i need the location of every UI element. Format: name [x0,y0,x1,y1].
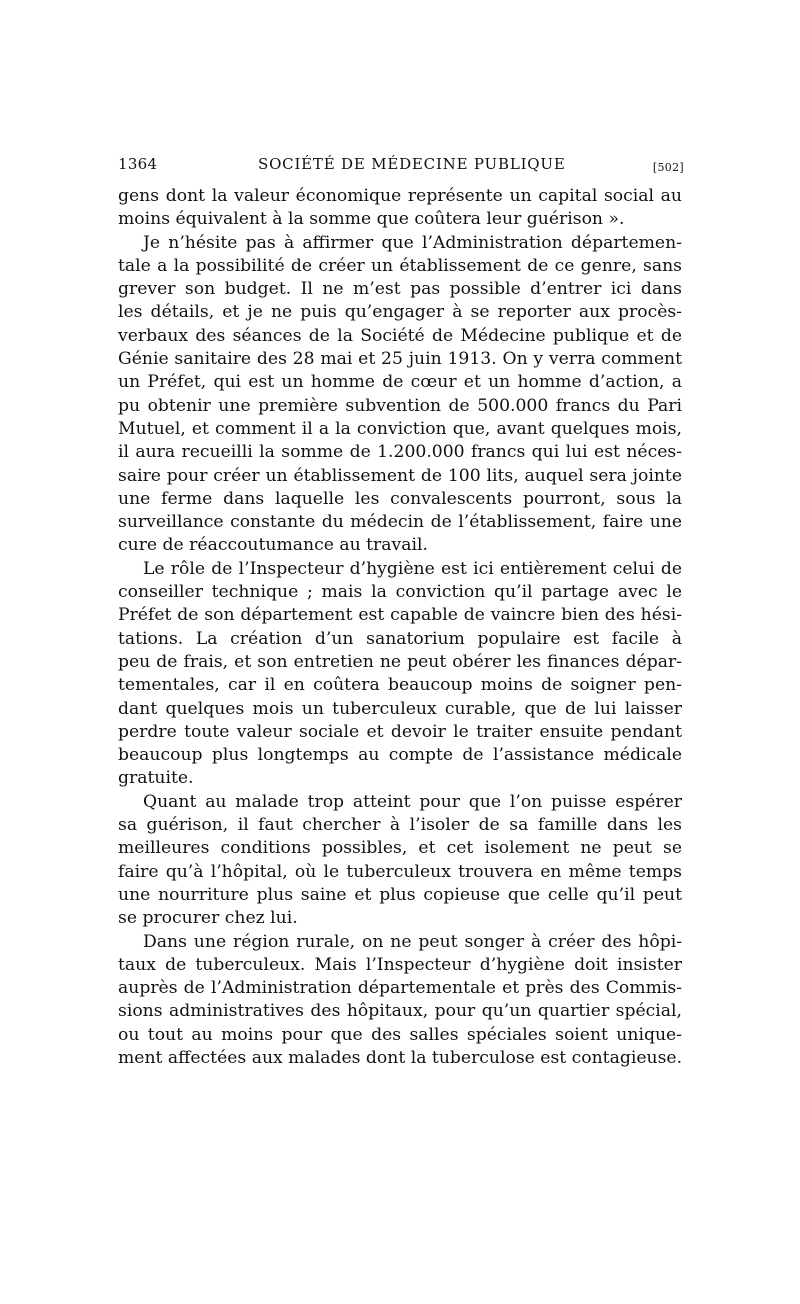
paragraph [118,232,682,558]
text-line: gens dont la valeur économique représente un capital social au [118,186,682,206]
text-line: Quant au malade trop atteint pour que l’on puisse espérer [143,791,682,812]
text-line: Dans une région rurale, on ne peut songer à créer des hôpi- [143,931,682,952]
text-line: se procurer chez lui. [118,908,298,929]
text-line: dant quelques mois un tuberculeux curable, que de lui laisser [118,698,682,719]
text-line: Génie sanitaire des 28 mai et 25 juin 1913. On y verra comment [118,349,682,370]
text-line: Préfet de son département est capable de vaincre bien des hési- [118,605,682,626]
text-line: peu de frais, et son entretien ne peut obérer les finances dépar- [118,651,682,672]
page-header [118,155,682,185]
text-line: conseiller technique ; mais la conviction qu’il partage avec le [118,582,682,603]
text-line: il aura recueilli la somme de 1.200.000 francs qui lui est néces- [118,442,682,463]
paragraph [118,558,682,791]
text-line: meilleures conditions possibles, et cet isolement ne peut se [118,838,682,859]
text-line: tementales, car il en coûtera beaucoup moins de soigner pen- [118,675,682,696]
text-line: faire qu’à l’hôpital, où le tuberculeux trouvera en même temps [118,861,682,882]
text-line: ment affectées aux malades dont la tuberculose est contagieuse. [118,1047,683,1068]
text-line: une nourriture plus saine et plus copieuse que celle qu’il peut [118,884,682,905]
text-line: sions administratives des hôpitaux, pour qu’un quartier spécial, [118,1001,682,1022]
text-line: perdre toute valeur sociale et devoir le traiter ensuite pendant [118,721,682,742]
text-line: une ferme dans laquelle les convalescents pourront, sous la [118,488,682,509]
page-number: 1364 [118,155,158,173]
text-line: verbaux des séances de la Société de Médecine publique et de [118,325,682,346]
running-title: SOCIÉTÉ DE MÉDECINE PUBLIQUE [258,155,566,173]
text-line: beaucoup plus longtemps au compte de l’assistance médicale [118,745,682,766]
text-line: Le rôle de l’Inspecteur d’hygiène est ici entièrement celui de [143,558,682,579]
text-line: les détails, et je ne puis qu’engager à se reporter aux procès- [118,302,682,323]
body-text [118,185,682,1070]
text-line: surveillance constante du médecin de l’établissement, faire une [118,512,682,533]
paragraph [118,791,682,931]
text-line: saire pour créer un établissement de 100 lits, auquel sera jointe [118,465,682,486]
text-line: Je n’hésite pas à affirmer que l’Administration départemen- [143,232,682,253]
text-line: gratuite. [118,768,194,789]
text-line: moins équivalent à la somme que coûtera leur guérison ». [118,209,625,230]
text-line: Mutuel, et comment il a la conviction que, avant quelques mois, [118,418,682,439]
folio-marker: [502] [652,161,684,174]
text-line: sa guérison, il faut chercher à l’isoler de sa famille dans les [118,815,682,836]
paragraph [118,931,682,1071]
text-line: ou tout au moins pour que des salles spéciales soient unique- [118,1024,682,1045]
book-page [118,155,682,1070]
text-line: pu obtenir une première subvention de 500.000 francs du Pari [118,395,682,416]
text-line: un Préfet, qui est un homme de cœur et un homme d’action, a [118,372,682,393]
text-line: tale a la possibilité de créer un établissement de ce genre, sans [118,255,682,276]
text-line: grever son budget. Il ne m’est pas possible d’entrer ici dans [118,279,682,300]
paragraph [118,185,682,232]
text-line: taux de tuberculeux. Mais l’Inspecteur d’hygiène doit insister [118,954,682,975]
text-line: tations. La création d’un sanatorium populaire est facile à [118,628,682,649]
text-line: auprès de l’Administration départementale et près des Commis- [118,978,682,999]
text-line: cure de réaccoutumance au travail. [118,535,428,556]
